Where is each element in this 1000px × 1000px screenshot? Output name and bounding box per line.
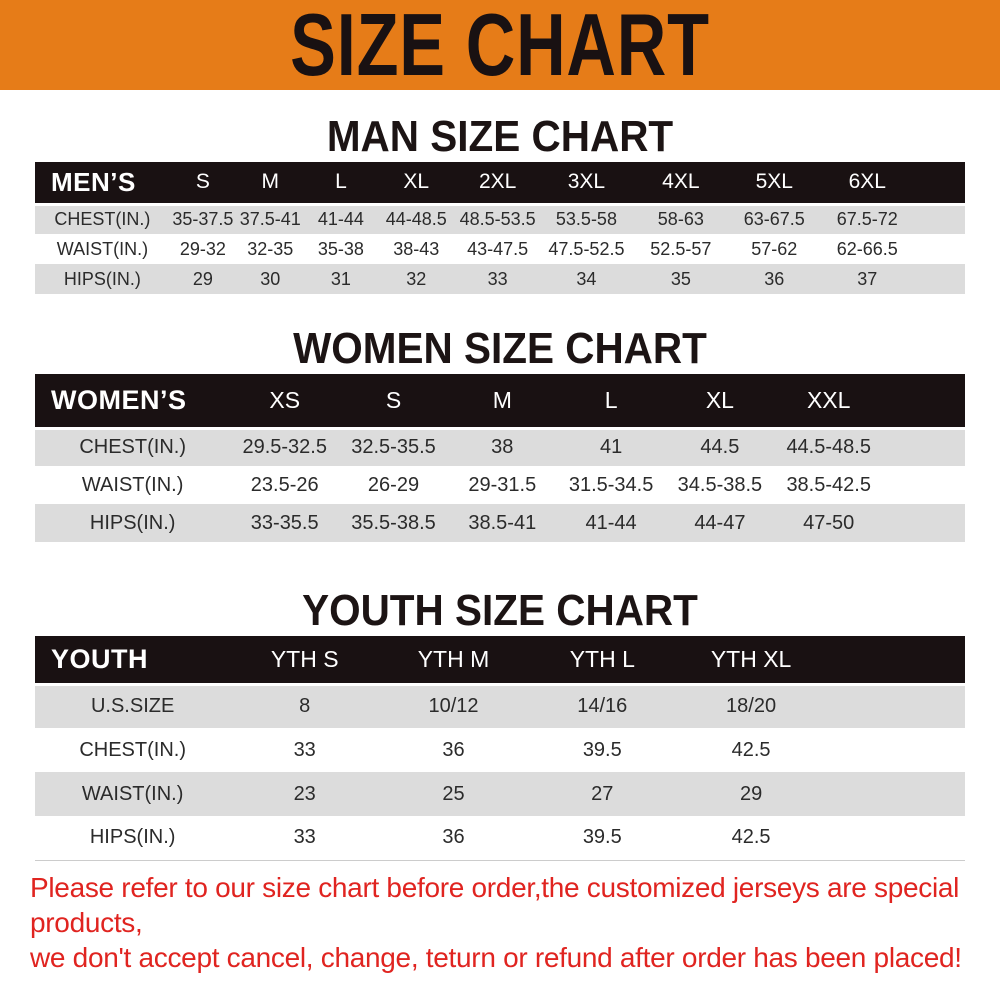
size-column-header: 3XL — [540, 162, 633, 204]
size-value-cell: 48.5-53.5 — [455, 204, 540, 234]
spacer-cell — [825, 816, 965, 860]
row-label-cell: WAIST(IN.) — [81, 473, 184, 496]
row-label-cell: WAIST(IN.) — [35, 772, 230, 816]
size-value-cell: 29.5-32.5 — [230, 428, 339, 466]
row-label-cell: HIPS(IN.) — [89, 826, 176, 849]
size-value-cell: 47.5-52.5 — [548, 238, 625, 259]
size-value-cell: 23.5-26 — [250, 473, 319, 496]
size-value-cell: 14/16 — [528, 684, 677, 728]
row-label-cell: U.S.SIZE — [35, 684, 230, 728]
size-column-header: XXL — [774, 374, 883, 428]
size-column-header: XL — [377, 162, 455, 204]
man-size-heading: MAN SIZE CHART — [326, 112, 674, 161]
row-label-cell: CHEST(IN.) — [35, 204, 170, 234]
measurement-row — [35, 428, 965, 466]
size-value-cell: 52.5-57 — [650, 238, 712, 259]
measurement-row — [35, 264, 965, 294]
size-column-header: YTH S — [230, 636, 379, 684]
size-value-cell: 41-44 — [305, 204, 378, 234]
size-value-cell: 36 — [729, 264, 820, 294]
size-value-cell: 33-35.5 — [230, 504, 339, 542]
size-value-cell: 33 — [293, 738, 316, 761]
measurement-row — [35, 684, 965, 728]
footer-line-2: we don't accept cancel, change, teturn or refund after order has been placed! — [30, 941, 962, 973]
womens-size-table — [35, 374, 965, 542]
size-value-cell: 23 — [230, 772, 379, 816]
measurement-row — [35, 204, 965, 234]
size-value-cell: 29 — [170, 264, 236, 294]
row-label-cell: WAIST(IN.) — [56, 238, 149, 259]
measurement-row — [35, 234, 965, 264]
size-value-cell: 58-63 — [633, 204, 729, 234]
size-column-header: S — [339, 374, 448, 428]
size-value-cell: 8 — [230, 684, 379, 728]
size-value-cell: 57-62 — [751, 238, 798, 259]
size-header-row — [35, 374, 965, 428]
measurement-row — [35, 816, 965, 860]
spacer-cell — [883, 466, 965, 504]
size-value-cell: 38 — [448, 428, 557, 466]
row-label-cell: HIPS(IN.) — [35, 264, 170, 294]
spacer-header-cell — [825, 636, 965, 684]
size-value-cell: 36 — [442, 826, 465, 849]
size-column-header: YTH L — [528, 636, 677, 684]
spacer-cell — [825, 728, 965, 772]
size-value-cell: 38.5-41 — [448, 504, 557, 542]
size-value-cell: 39.5 — [582, 826, 622, 849]
row-label-cell: CHEST(IN.) — [35, 428, 230, 466]
size-column-header: 4XL — [633, 162, 729, 204]
women-size-section — [0, 324, 1000, 542]
table-corner-label: WOMEN’S — [35, 374, 230, 428]
size-column-header: YTH M — [379, 636, 528, 684]
size-value-cell: 44.5 — [666, 428, 775, 466]
size-value-cell: 26-29 — [367, 473, 420, 496]
spacer-cell — [883, 428, 965, 466]
size-value-cell: 34.5-38.5 — [677, 473, 763, 496]
footer-line-1: Please refer to our size chart before order,the customized jerseys are special products, — [30, 871, 960, 938]
spacer-header-cell — [883, 374, 965, 428]
footer-note — [0, 870, 1000, 975]
size-value-cell: 35.5-38.5 — [339, 504, 448, 542]
size-value-cell: 53.5-58 — [540, 204, 633, 234]
measurement-row — [35, 772, 965, 816]
size-value-cell: 29 — [677, 772, 826, 816]
table-corner-label: MEN’S — [35, 162, 170, 204]
mens-size-table — [35, 162, 965, 294]
size-value-cell: 18/20 — [677, 684, 826, 728]
size-value-cell: 31 — [305, 264, 378, 294]
size-value-cell: 36 — [442, 738, 465, 761]
size-value-cell: 38.5-42.5 — [786, 473, 871, 496]
youth-size-section — [0, 586, 1000, 861]
youth-size-heading: YOUTH SIZE CHART — [302, 586, 698, 635]
size-value-cell: 33 — [455, 264, 540, 294]
size-column-header: L — [305, 162, 378, 204]
size-value-cell: 42.5 — [731, 826, 771, 849]
size-value-cell: 67.5-72 — [820, 204, 915, 234]
measurement-row — [35, 466, 965, 504]
size-column-header: XL — [666, 374, 775, 428]
spacer-header-cell — [915, 162, 965, 204]
size-chart-banner — [0, 0, 1000, 94]
size-column-header: YTH XL — [677, 636, 826, 684]
youth-size-table — [35, 636, 965, 861]
size-column-header: 2XL — [455, 162, 540, 204]
spacer-cell — [915, 264, 965, 294]
size-value-cell: 33 — [293, 826, 316, 849]
size-value-cell: 44-47 — [666, 504, 775, 542]
spacer-cell — [883, 504, 965, 542]
size-value-cell: 37 — [820, 264, 915, 294]
size-column-header: S — [170, 162, 236, 204]
table-corner-label: YOUTH — [35, 636, 230, 684]
size-value-cell: 32-35 — [247, 238, 294, 259]
row-label-cell: CHEST(IN.) — [79, 738, 186, 761]
size-header-row — [35, 636, 965, 684]
size-column-header: XS — [230, 374, 339, 428]
size-value-cell: 63-67.5 — [729, 204, 820, 234]
size-value-cell: 32 — [377, 264, 455, 294]
spacer-cell — [915, 234, 965, 264]
size-value-cell: 29-32 — [179, 238, 226, 259]
man-size-section — [0, 112, 1000, 294]
row-label-cell: HIPS(IN.) — [35, 504, 230, 542]
size-value-cell: 25 — [379, 772, 528, 816]
spacer-cell — [825, 772, 965, 816]
banner-title: SIZE CHART — [290, 0, 710, 94]
measurement-row — [35, 728, 965, 772]
size-value-cell: 30 — [236, 264, 305, 294]
spacer-cell — [825, 684, 965, 728]
size-column-header: L — [557, 374, 666, 428]
size-value-cell: 31.5-34.5 — [568, 473, 654, 496]
size-value-cell: 29-31.5 — [468, 473, 537, 496]
women-size-heading: WOMEN SIZE CHART — [293, 324, 707, 373]
size-column-header: 5XL — [729, 162, 820, 204]
size-value-cell: 43-47.5 — [467, 238, 529, 259]
size-column-header: M — [236, 162, 305, 204]
size-value-cell: 10/12 — [379, 684, 528, 728]
size-value-cell: 39.5 — [582, 738, 622, 761]
size-value-cell: 47-50 — [774, 504, 883, 542]
size-value-cell: 37.5-41 — [236, 204, 305, 234]
size-value-cell: 62-66.5 — [836, 238, 898, 259]
measurement-row — [35, 504, 965, 542]
size-value-cell: 41-44 — [557, 504, 666, 542]
size-value-cell: 35-38 — [317, 238, 364, 259]
size-value-cell: 41 — [557, 428, 666, 466]
size-value-cell: 44-48.5 — [377, 204, 455, 234]
size-column-header: 6XL — [820, 162, 915, 204]
size-value-cell: 32.5-35.5 — [339, 428, 448, 466]
size-value-cell: 38-43 — [393, 238, 440, 259]
size-value-cell: 44.5-48.5 — [774, 428, 883, 466]
size-value-cell: 42.5 — [731, 738, 771, 761]
size-value-cell: 34 — [540, 264, 633, 294]
spacer-cell — [915, 204, 965, 234]
size-column-header: M — [448, 374, 557, 428]
size-value-cell: 35-37.5 — [170, 204, 236, 234]
size-header-row — [35, 162, 965, 204]
size-value-cell: 27 — [528, 772, 677, 816]
size-value-cell: 35 — [633, 264, 729, 294]
